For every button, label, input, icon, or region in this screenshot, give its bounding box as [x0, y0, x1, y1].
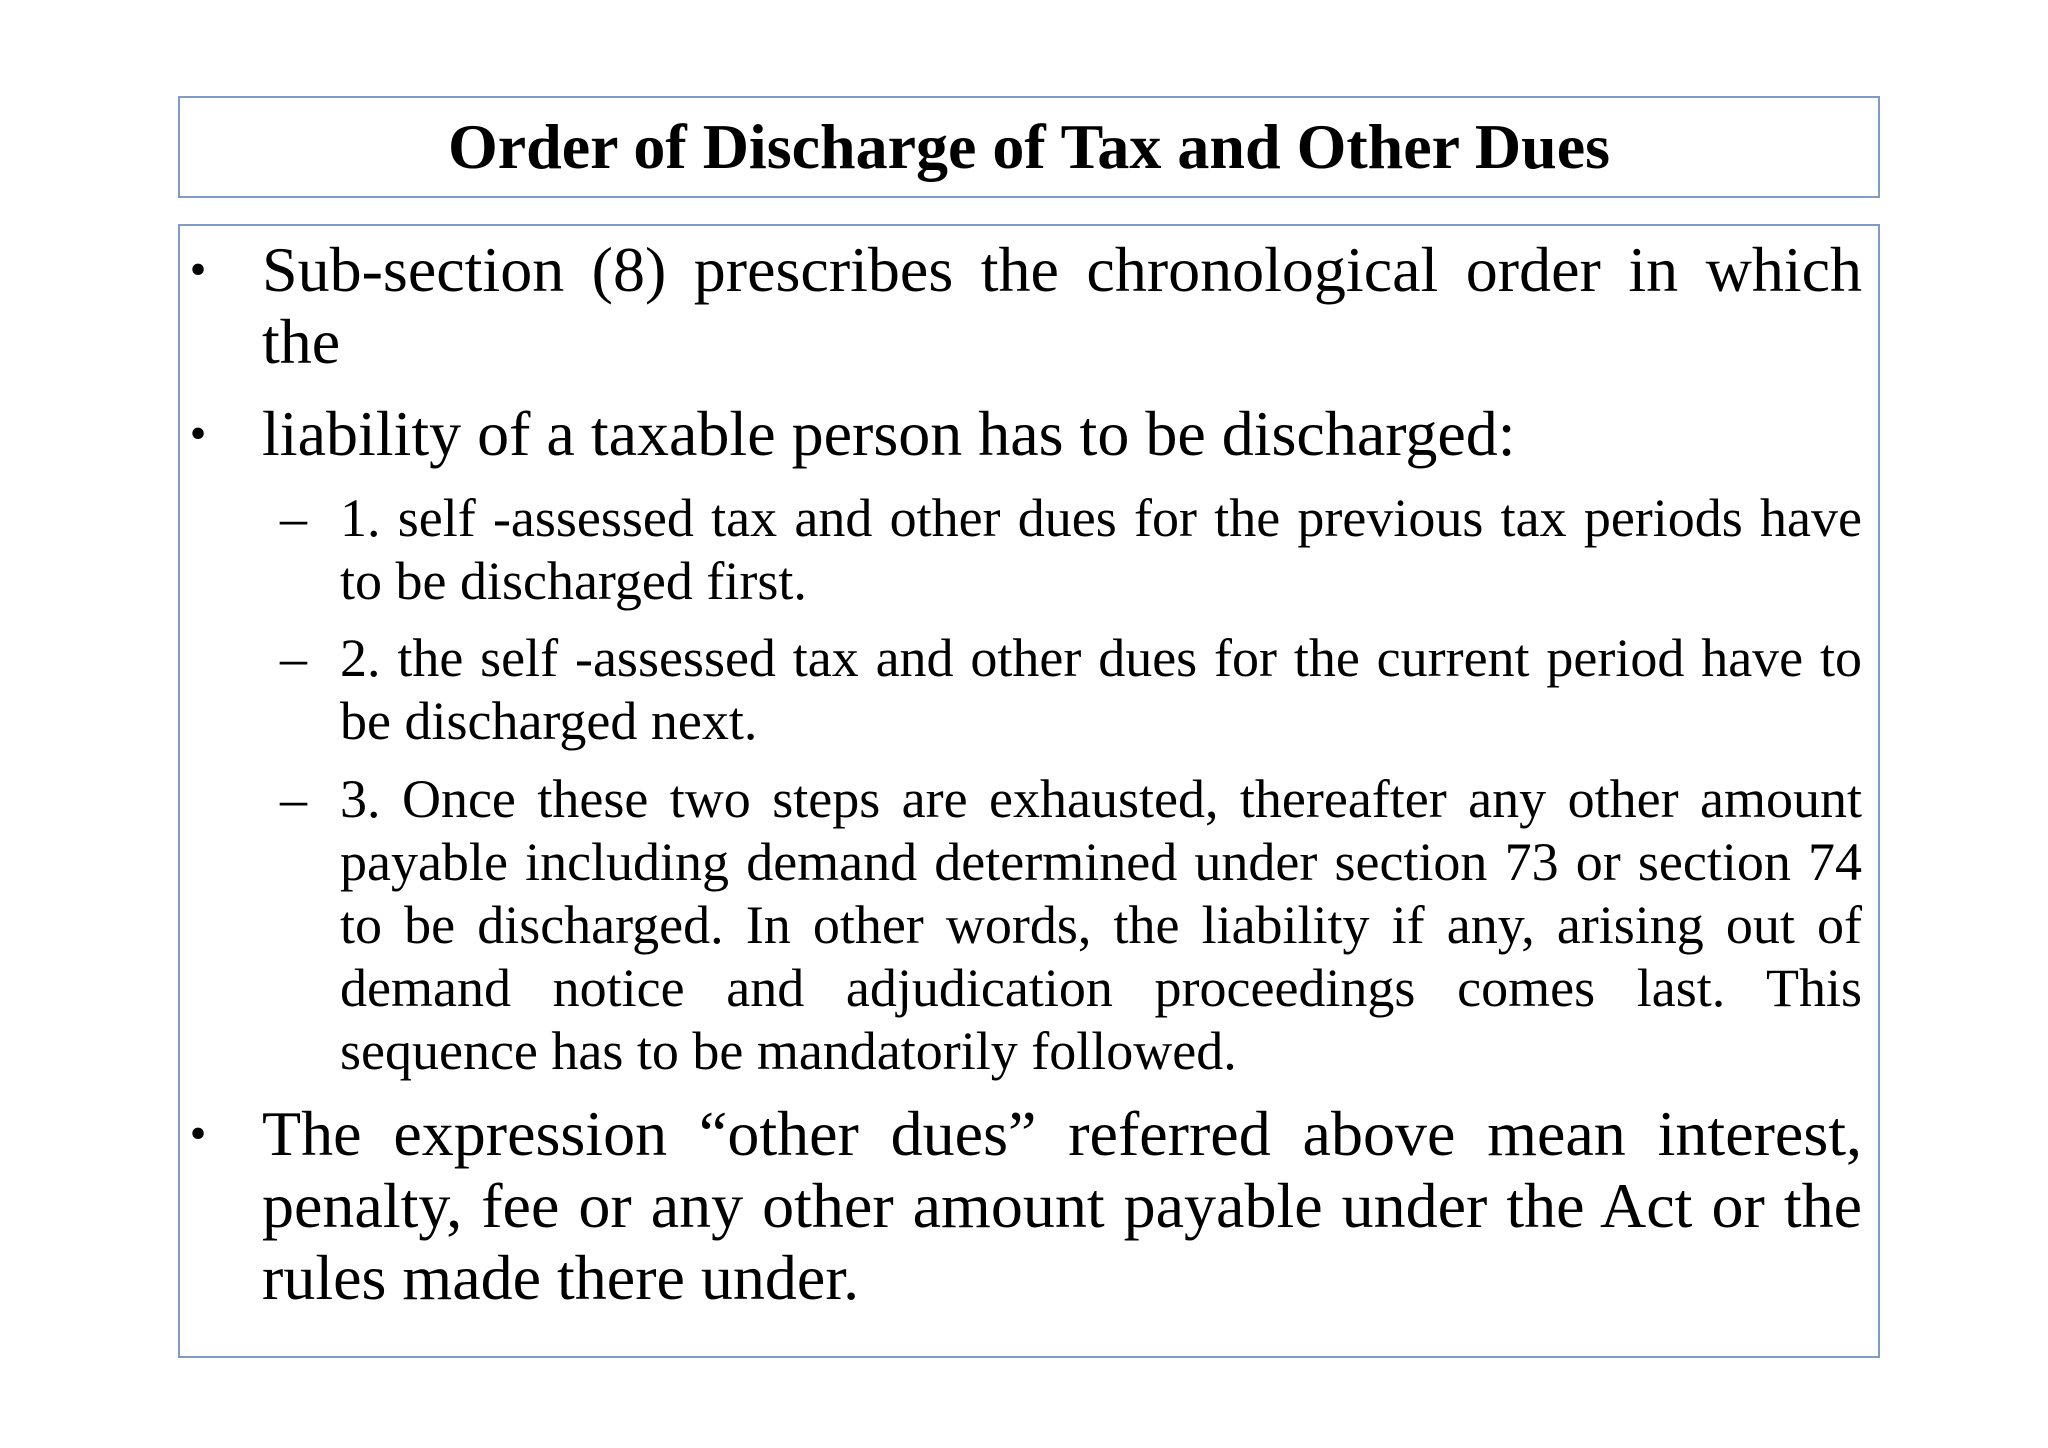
dash-marker: –: [280, 488, 307, 548]
sub-item-text: 3. Once these two steps are exhausted, thereafter any other amount payable including demand determined under section 73 or section 74 to be discharged. In other words, the liability if any, arising out of demand notice and adjudication proceedings comes last. This sequence has to be mandatorily followed.: [340, 769, 1862, 1081]
dash-marker: –: [280, 769, 307, 829]
sub-item-step-1: [280, 487, 2048, 613]
bullet-item-liability: [189, 398, 2036, 470]
bullet-text: Sub-section (8) prescribes the chronological order in which the: [262, 234, 1862, 377]
sub-item-text: 1. self -assessed tax and other dues for the previous tax periods have to be discharged first.: [340, 488, 1862, 611]
title-box: [178, 96, 1880, 198]
bullet-item-other-dues: [189, 1098, 2036, 1314]
dash-marker: –: [280, 628, 307, 688]
sub-item-step-2: [280, 627, 2048, 753]
bullet-marker: •: [189, 243, 207, 296]
bullet-text: liability of a taxable person has to be discharged:: [262, 398, 1516, 469]
bullet-marker: •: [189, 1107, 207, 1160]
sub-item-step-3: [280, 768, 2048, 1083]
sub-item-text: 2. the self -assessed tax and other dues for the current period have to be discharged next.: [340, 628, 1862, 751]
slide-title: Order of Discharge of Tax and Other Dues: [447, 111, 1611, 182]
bullet-text: The expression “other dues” referred above mean interest, penalty, fee or any other amount payable under the Act or the rules made there under.: [262, 1098, 1862, 1313]
bullet-marker: •: [189, 407, 207, 460]
bullet-item-subsection-8: [189, 234, 2036, 378]
